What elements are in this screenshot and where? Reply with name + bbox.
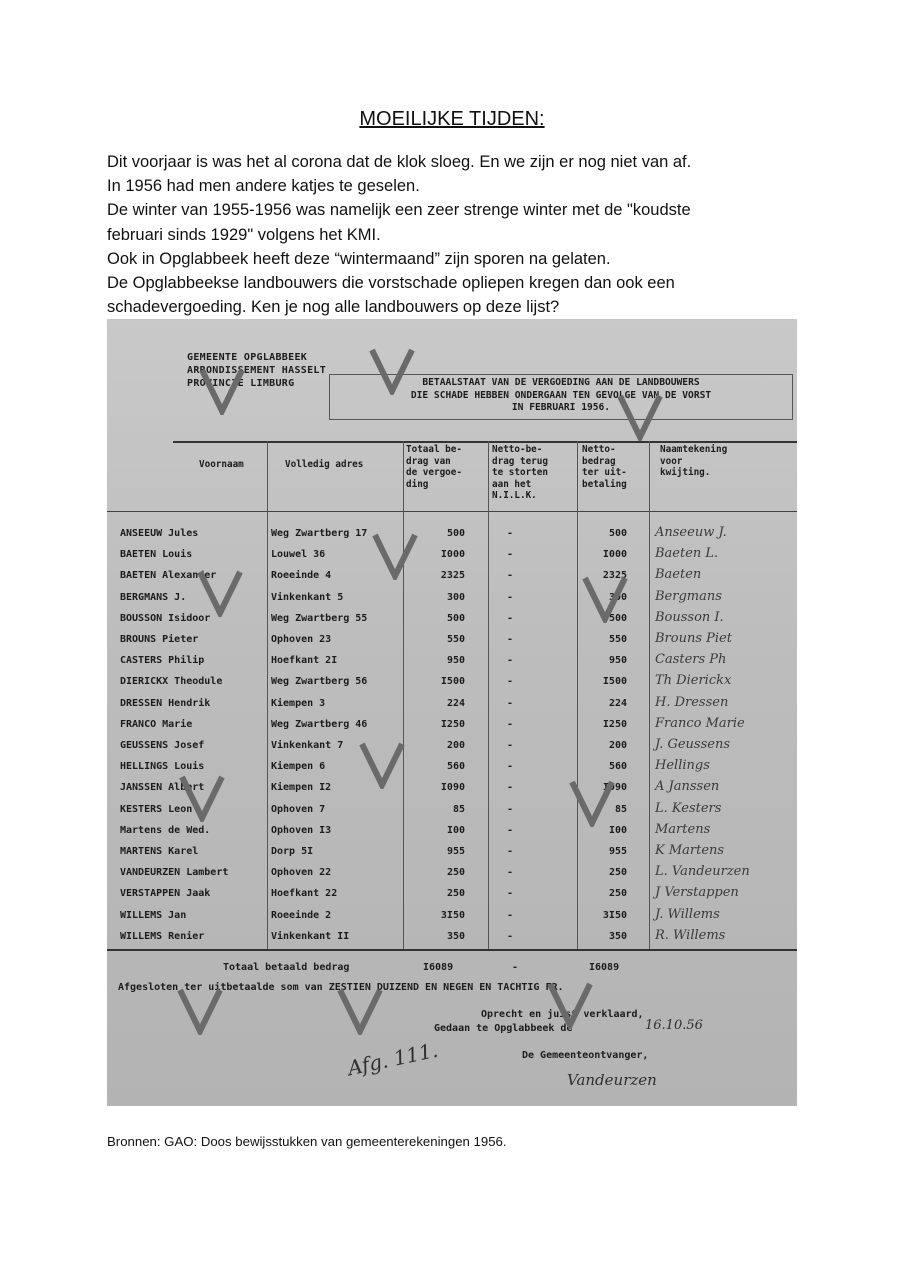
column-header-netto: Netto- bedrag ter uit- betaling	[582, 444, 627, 490]
farmer-name: ANSEEUW Jules	[120, 528, 199, 539]
return-amount: -	[507, 824, 514, 836]
return-amount: -	[507, 867, 514, 879]
intro-line: De winter van 1955-1956 was namelijk een zeer strenge winter met de "koudste	[107, 201, 691, 220]
total-return: -	[512, 962, 519, 973]
document-title-line: BETAALSTAAT VAN DE VERGOEDING AAN DE LANDBOUWERS	[422, 377, 700, 388]
total-amount: 300	[446, 591, 465, 603]
intro-text	[107, 150, 807, 319]
return-amount: -	[507, 740, 514, 751]
signature: R. Willems	[655, 927, 726, 943]
farmer-address: Louwel 36	[271, 549, 326, 561]
total-amount: 955	[446, 846, 465, 857]
table-row	[107, 546, 797, 567]
farmer-name: HELLINGS Louis	[120, 761, 205, 773]
farmer-address: Vinkenkant II	[271, 930, 350, 942]
total-amount: 250	[446, 867, 465, 879]
return-amount: -	[507, 846, 514, 857]
return-amount: -	[507, 655, 514, 667]
signature: A Janssen	[655, 779, 720, 795]
net-amount: 250	[608, 888, 627, 900]
document-title-line: IN FEBRUARI 1956.	[511, 402, 611, 413]
checkmark-icon	[177, 987, 223, 1035]
checkmark-icon	[337, 987, 383, 1035]
farmer-address: Roeeinde 4	[271, 570, 332, 582]
farmer-name: BAETEN Alexander	[120, 570, 217, 582]
table-row	[107, 652, 797, 673]
net-amount: 85	[614, 803, 627, 815]
intro-line: schadevergoeding. Ken je nog alle landbouwers op deze lijst?	[107, 298, 560, 317]
signature: Th Dierickx	[655, 673, 732, 689]
total-net: I6089	[589, 962, 620, 973]
signature: J. Geussens	[655, 737, 730, 752]
signature: Franco Marie	[655, 715, 745, 731]
farmer-address: Dorp 5I	[271, 846, 314, 857]
handwritten-annotation: Afg. 111.	[345, 1037, 441, 1081]
return-amount: -	[507, 612, 514, 624]
net-amount: 3I50	[602, 909, 627, 921]
table-row	[107, 716, 797, 737]
signature: L. Vandeurzen	[655, 864, 750, 880]
farmer-name: WILLEMS Renier	[120, 930, 205, 942]
table-row	[107, 885, 797, 906]
table-row	[107, 928, 797, 949]
municipality-header: GEMEENTE OPGLABBEEK ARRONDISSEMENT HASSELT PROVINCIE LIMBURG	[187, 352, 327, 389]
net-amount: I500	[602, 676, 627, 688]
return-amount: -	[507, 761, 514, 773]
total-value: I6089	[423, 962, 454, 973]
farmer-address: Ophoven 23	[271, 634, 332, 645]
certified-line: Oprecht en juist verklaard,	[481, 1009, 644, 1020]
source-note: Bronnen: GAO: Doos bewijsstukken van gemeenterekeningen 1956.	[107, 1134, 507, 1149]
signature: Hellings	[655, 758, 710, 774]
farmer-address: Kiempen 3	[271, 697, 326, 709]
checkmark-icon	[372, 532, 418, 580]
total-amount: 200	[446, 740, 465, 751]
checkmark-icon	[197, 569, 243, 617]
intro-line: Dit voorjaar is was het al corona dat de klok sloeg. En we zijn er nog niet van af.	[107, 153, 692, 171]
farmer-address: Vinkenkant 5	[271, 591, 344, 603]
farmer-address: Ophoven I3	[271, 824, 332, 836]
farmer-name: BAETEN Louis	[120, 549, 193, 561]
farmer-name: VANDEURZEN Lambert	[120, 867, 229, 879]
total-amount: 500	[446, 612, 465, 624]
total-amount: 224	[446, 697, 465, 709]
farmer-name: FRANCO Marie	[120, 718, 193, 730]
farmer-address: Weg Zwartberg 55	[271, 612, 368, 624]
net-amount: 200	[608, 740, 627, 751]
total-amount: 2325	[440, 570, 465, 582]
farmer-name: VERSTAPPEN Jaak	[120, 888, 211, 900]
total-amount: 350	[446, 930, 465, 942]
receiver-line: De Gemeenteontvanger,	[522, 1050, 649, 1061]
farmer-name: GEUSSENS Josef	[120, 740, 205, 751]
net-amount: 2325	[602, 570, 627, 582]
checkmark-icon	[359, 741, 405, 789]
signature: J. Willems	[655, 906, 720, 922]
farmer-name: BROUNS Pieter	[120, 634, 199, 645]
total-amount: I00	[446, 824, 465, 836]
farmer-address: Roeeinde 2	[271, 909, 332, 921]
signature: Bergmans	[655, 588, 722, 604]
total-amount: 560	[446, 761, 465, 773]
table-row	[107, 843, 797, 864]
signature: Anseeuw J.	[655, 525, 727, 540]
scanned-payment-document	[107, 319, 797, 1106]
farmer-address: Hoefkant 22	[271, 888, 338, 900]
table-row	[107, 822, 797, 843]
return-amount: -	[507, 676, 514, 688]
net-amount: 500	[608, 528, 627, 539]
return-amount: -	[507, 909, 514, 921]
farmer-name: MARTENS Karel	[120, 846, 199, 857]
column-header-naamtekening: Naamtekening voor kwijting.	[660, 444, 728, 478]
net-amount: 550	[608, 634, 627, 645]
checkmark-icon	[199, 367, 245, 415]
handwritten-date: 16.10.56	[645, 1018, 703, 1033]
total-amount: 500	[446, 528, 465, 539]
net-amount: 300	[608, 591, 627, 603]
return-amount: -	[507, 782, 514, 794]
intro-line: februari sinds 1929" volgens het KMI.	[107, 225, 381, 244]
column-header-voornaam: Voornaam	[199, 459, 244, 470]
table-row	[107, 631, 797, 652]
farmer-address: Kiempen 6	[271, 761, 326, 773]
return-amount: -	[507, 528, 514, 539]
table-row	[107, 907, 797, 928]
return-amount: -	[507, 549, 514, 561]
farmer-address: Kiempen I2	[271, 782, 332, 794]
farmer-address: Ophoven 7	[271, 803, 326, 815]
receiver-signature: Vandeurzen	[567, 1071, 657, 1089]
closing-line: Afgesloten ter uitbetaalde som van ZESTIEN DUIZEND EN NEGEN EN TACHTIG FR.	[118, 982, 564, 993]
return-amount: -	[507, 930, 514, 942]
signature: H. Dressen	[655, 694, 729, 710]
net-amount: 500	[608, 612, 627, 624]
signature: Martens	[655, 821, 711, 837]
farmer-address: Weg Zwartberg 46	[271, 718, 368, 730]
net-amount: I00	[608, 824, 627, 836]
document-title-line: DIE SCHADE HEBBEN ONDERGAAN TEN GEVOLGE VAN DE VORST	[410, 389, 712, 401]
net-amount: I090	[602, 782, 627, 794]
signature: Baeten L.	[655, 546, 719, 562]
table-bottom-rule	[107, 949, 797, 951]
column-header-netto-terug: Netto-be- drag terug te storten aan het N.I.L.K.	[492, 444, 548, 501]
checkmark-icon	[569, 779, 615, 827]
return-amount: -	[507, 570, 514, 582]
total-amount: 550	[446, 634, 465, 645]
net-amount: 955	[608, 846, 627, 857]
net-amount: 560	[608, 761, 627, 773]
return-amount: -	[507, 803, 514, 815]
farmer-name: WILLEMS Jan	[120, 909, 187, 921]
net-amount: 224	[608, 697, 627, 709]
net-amount: I250	[602, 718, 627, 730]
return-amount: -	[507, 718, 514, 730]
farmer-name: DIERICKX Theodule	[120, 676, 223, 688]
total-amount: I090	[440, 782, 465, 794]
signature: Bousson I.	[655, 609, 724, 625]
signature: Brouns Piet	[655, 631, 732, 646]
intro-line: Ook in Opglabbeek heeft deze “wintermaand” zijn sporen na gelaten.	[107, 249, 611, 268]
checkmark-icon	[179, 774, 225, 822]
column-header-totaal: Totaal be- drag van de vergoe- ding	[406, 444, 462, 490]
signature: K Martens	[655, 843, 725, 858]
farmer-name: BOUSSON Isidoor	[120, 612, 211, 624]
total-amount: 950	[446, 655, 465, 667]
total-amount: I000	[440, 549, 465, 561]
table-header-rule	[107, 511, 797, 512]
farmer-address: Ophoven 22	[271, 867, 332, 879]
done-at-line: Gedaan te Opglabbeek de	[434, 1023, 573, 1034]
total-amount: 3I50	[440, 909, 465, 921]
checkmark-icon	[617, 393, 663, 441]
table-row	[107, 673, 797, 694]
page-title: MOEILIJKE TIJDEN:	[359, 108, 545, 130]
net-amount: 350	[608, 930, 627, 942]
signature: L. Kesters	[655, 800, 722, 816]
farmer-name: KESTERS Leon	[120, 803, 193, 815]
table-row	[107, 695, 797, 716]
farmer-address: Hoefkant 2I	[271, 655, 338, 667]
farmer-name: CASTERS Philip	[120, 655, 205, 667]
net-amount: 950	[608, 655, 627, 667]
total-amount: I500	[440, 676, 465, 688]
signature: Baeten	[655, 567, 702, 583]
checkmark-icon	[547, 981, 593, 1029]
net-amount: I000	[602, 549, 627, 561]
table-row	[107, 525, 797, 546]
total-amount: 250	[446, 888, 465, 900]
intro-line: In 1956 had men andere katjes te geselen.	[107, 177, 420, 196]
total-amount: I250	[440, 718, 465, 730]
column-header-adres: Volledig adres	[285, 459, 364, 470]
farmer-address: Weg Zwartberg 17	[271, 528, 368, 539]
return-amount: -	[507, 888, 514, 900]
total-label: Totaal betaald bedrag	[223, 962, 350, 973]
return-amount: -	[507, 634, 514, 645]
intro-line: De Opglabbeekse landbouwers die vorstschade opliepen kregen dan ook een	[107, 274, 675, 293]
farmer-name: DRESSEN Hendrik	[120, 697, 211, 709]
return-amount: -	[507, 591, 514, 603]
checkmark-icon	[582, 575, 628, 623]
total-amount: 85	[452, 803, 465, 815]
table-row	[107, 864, 797, 885]
farmer-name: JANSSEN Albert	[120, 782, 205, 794]
net-amount: 250	[608, 867, 627, 879]
return-amount: -	[507, 697, 514, 709]
farmer-address: Vinkenkant 7	[271, 740, 344, 751]
farmer-name: BERGMANS J.	[120, 591, 187, 603]
farmer-name: Martens de Wed.	[120, 824, 211, 836]
table-row	[107, 737, 797, 758]
checkmark-icon	[369, 347, 415, 395]
farmer-address: Weg Zwartberg 56	[271, 676, 368, 688]
signature: J Verstappen	[655, 885, 739, 901]
signature: Casters Ph	[655, 652, 727, 668]
